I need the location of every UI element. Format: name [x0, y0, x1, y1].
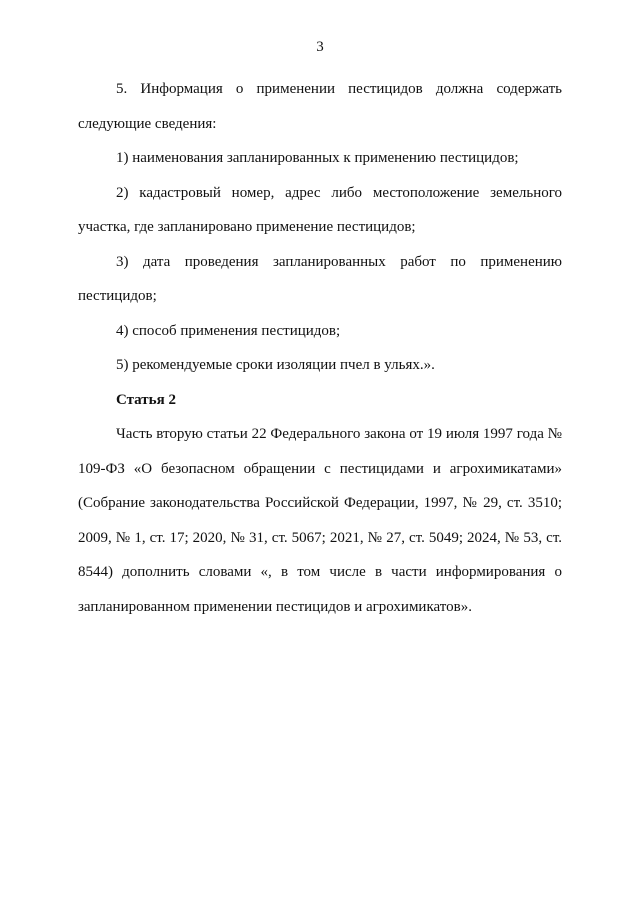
paragraph-item-2: 2) кадастровый номер, адрес либо местоположение земельного участка, где запланировано применение пестицидов;: [78, 184, 562, 235]
paragraph-article-2-text: Часть вторую статьи 22 Федерального закона от 19 июля 1997 года № 109-ФЗ «О безопасном обращении с пестицидами и агрохимикатами» (Собрание законодательства Российской Федерации, 1997, № 29, ст. 3510; 2009, № 1, ст. 17; 2020, № 31, ст. 5067; 2021, № 27, ст. 5049; 2024, № 53, ст. 8544) дополнить словами «, в том числе в части информирования о запланированном применении пестицидов и агрохимикатов».: [78, 426, 562, 615]
page-number: 3: [316, 39, 324, 55]
paragraph-item-1: 1) наименования запланированных к применению пестицидов;: [116, 150, 519, 166]
paragraph-item-5: 5) рекомендуемые сроки изоляции пчел в ульях.».: [116, 357, 435, 373]
article-heading: Статья 2: [116, 391, 176, 408]
document-body: [78, 72, 562, 624]
paragraph-item-3: 3) дата проведения запланированных работ по применению пестицидов;: [78, 253, 562, 304]
paragraph-info-requirements: 5. Информация о применении пестицидов должна содержать следующие сведения:: [78, 81, 562, 132]
paragraph-item-4: 4) способ применения пестицидов;: [116, 322, 341, 339]
